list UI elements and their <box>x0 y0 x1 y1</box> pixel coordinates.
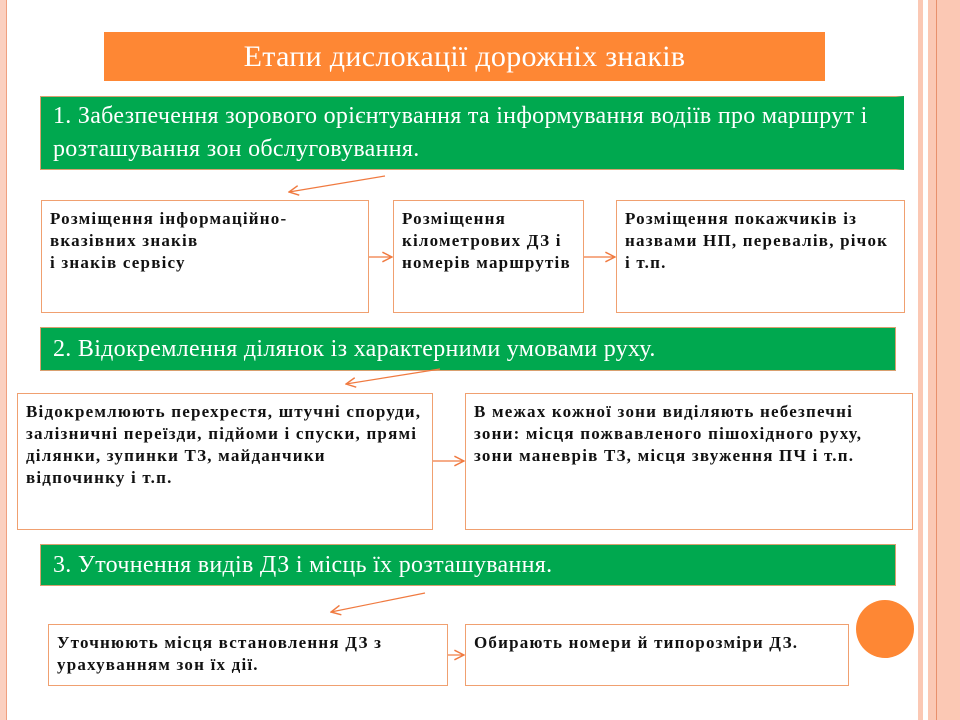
step-2-box-1: Відокремлюють перехрестя, штучні споруди, залізничні переїзди, підйоми і спуски, прямі ділянки, зупинки ТЗ, майданчики відпочинку і т.п. <box>17 393 433 530</box>
step-3-box-1: Уточнюють місця встановлення ДЗ з урахуванням зон їх дії. <box>48 624 448 686</box>
step-1-box-2: Розміщення кілометрових ДЗ і номерів маршрутів <box>393 200 584 313</box>
step-1-heading: 1. Забезпечення зорового орієнтування та інформування водіїв про маршрут і розташування зон обслуговування. <box>40 96 904 170</box>
arrow-step1-down <box>289 176 385 192</box>
step-1-box-1: Розміщення інформаційно-вказівних знаків і знаків сервісу <box>41 200 369 313</box>
arrow-step3-down <box>331 593 425 612</box>
step-1-box-3: Розміщення покажчиків із назвами НП, перевалів, річок і т.п. <box>616 200 905 313</box>
step-2-box-2: В межах кожної зони виділяють небезпечні зони: місця пожвавленого пішохідного руху, зони маневрів ТЗ, місця звуження ПЧ і т.п. <box>465 393 913 530</box>
step-3-heading: 3. Уточнення видів ДЗ і місць їх розташування. <box>40 544 896 586</box>
step-2-heading: 2. Відокремлення ділянок із характерними умовами руху. <box>40 327 896 371</box>
slide-title: Етапи дислокації дорожніх знаків <box>104 32 825 81</box>
arrow-step2-down <box>346 369 440 384</box>
step-3-box-2: Обирають номери й типорозміри ДЗ. <box>465 624 849 686</box>
